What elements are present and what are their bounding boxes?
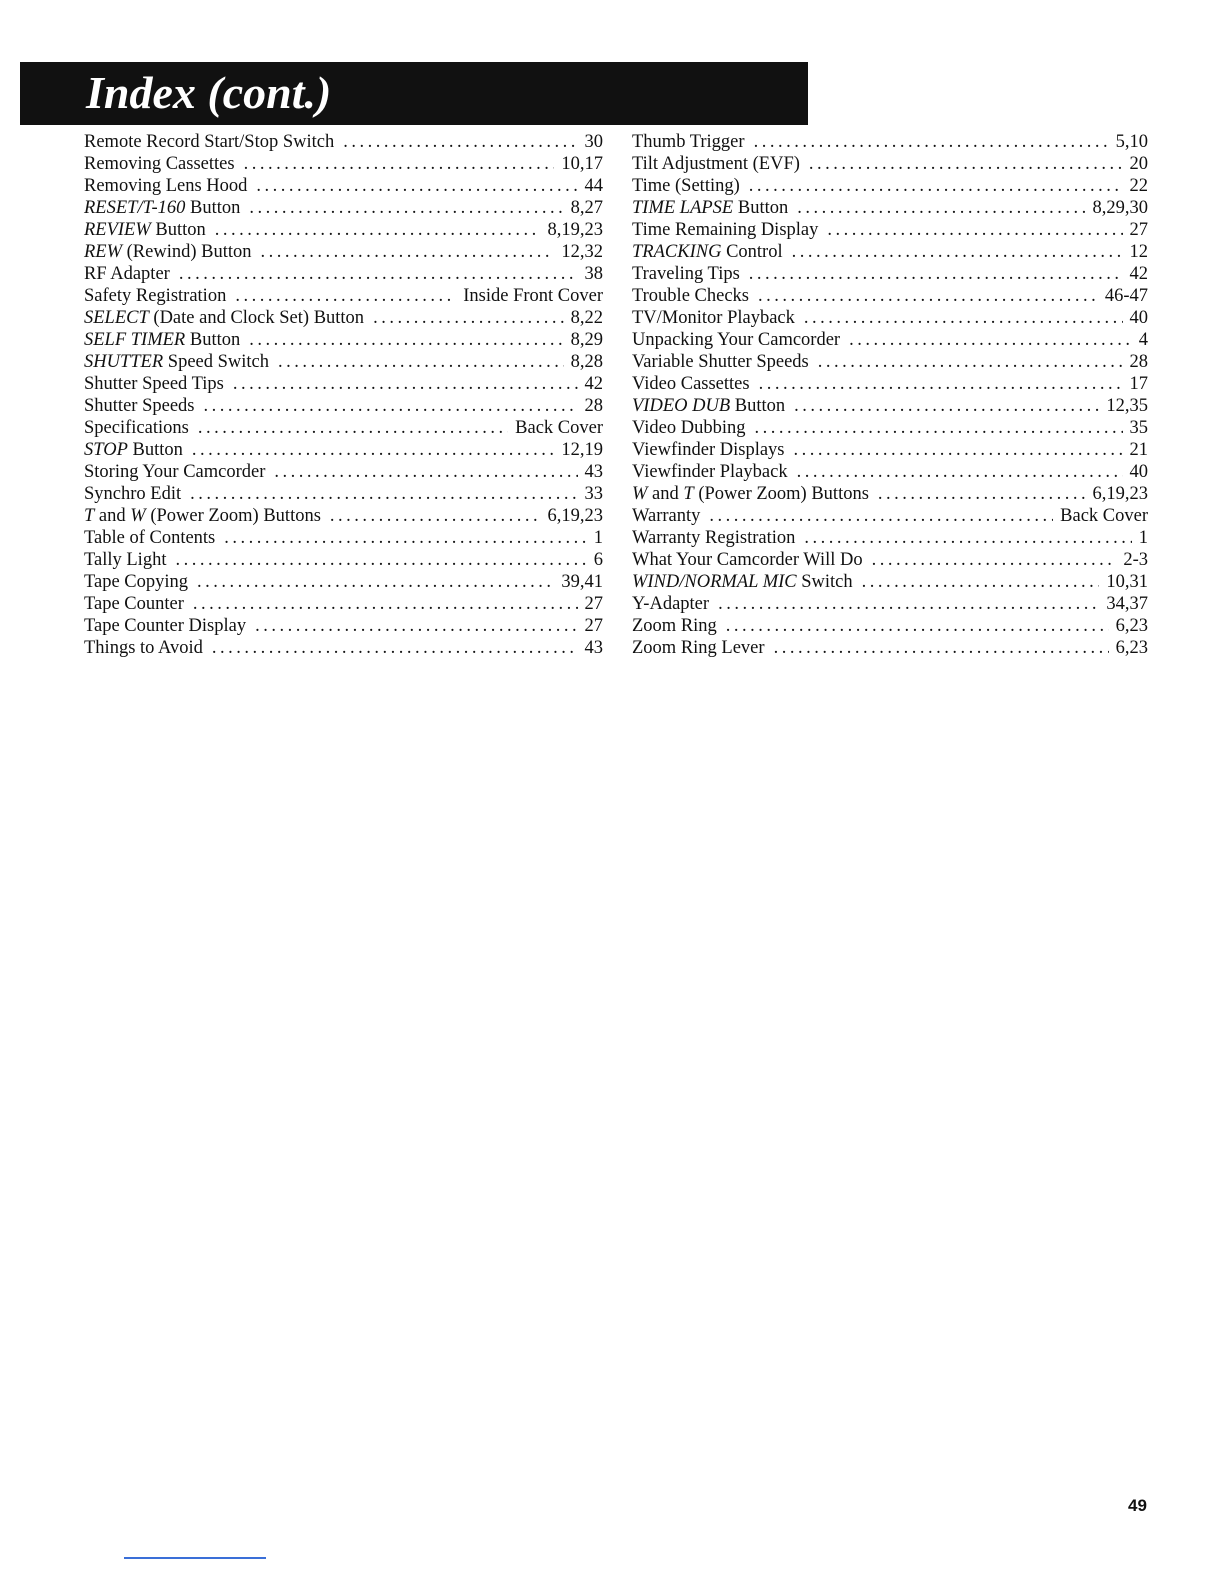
index-entry-page: 8,19,23 (547, 220, 603, 240)
index-entry-page: 6,23 (1115, 638, 1148, 658)
index-entry-term (632, 307, 795, 329)
index-entry (84, 373, 603, 395)
index-entry-term-italic: TRACKING (632, 242, 722, 262)
index-entry-page: 6,19,23 (1092, 484, 1148, 504)
index-entry (84, 549, 603, 571)
index-entry-page: 10,17 (561, 154, 603, 174)
index-entry-page: 12,32 (561, 242, 603, 262)
dot-leader (179, 263, 578, 285)
index-entry-page: 42 (1129, 264, 1148, 284)
index-entry (84, 461, 603, 483)
index-entry-term-text: Button (730, 396, 786, 416)
index-entry-term-text: Time Remaining Display (632, 220, 819, 240)
dot-leader (754, 131, 1109, 153)
index-entry-term (84, 175, 247, 197)
index-entry (632, 351, 1148, 373)
index-entry-page: 6,19,23 (547, 506, 603, 526)
index-entry-term-text: Tape Counter (84, 594, 184, 614)
index-entry-page: 43 (584, 462, 603, 482)
index-entry-page: 40 (1129, 462, 1148, 482)
index-entry-term (84, 329, 240, 351)
index-entry-term-text: Time (Setting) (632, 176, 740, 196)
index-entry-term-text: Traveling Tips (632, 264, 740, 284)
index-entry-term-text: Tape Copying (84, 572, 189, 592)
index-entry-term-text: Y-Adapter (632, 594, 710, 614)
index-entry-term-italic: VIDEO DUB (632, 396, 731, 416)
dot-leader (804, 307, 1123, 329)
index-entry (632, 131, 1148, 153)
index-entry (84, 637, 603, 659)
index-entry-term (632, 527, 795, 549)
index-entry-term-italic: T (84, 506, 95, 526)
index-entry-term (632, 593, 709, 615)
index-entry-page: 38 (584, 264, 603, 284)
index-entry-term (84, 285, 226, 307)
index-entry-term-text: Specifications (84, 418, 189, 438)
dot-leader (749, 175, 1123, 197)
index-entry-term (84, 461, 265, 483)
index-header-bar (20, 62, 808, 125)
index-entry (84, 351, 603, 373)
index-entry-term (84, 615, 246, 637)
index-entry-term (84, 351, 269, 373)
index-entry (632, 307, 1148, 329)
index-entry-page: 12,19 (561, 440, 603, 460)
dot-leader (233, 373, 578, 395)
index-entry-term-text: Shutter Speed Tips (84, 374, 224, 394)
index-entry-page: 27 (584, 594, 603, 614)
dot-leader (849, 329, 1132, 351)
dot-leader (872, 549, 1117, 571)
index-entry-term-text: Warranty (632, 506, 701, 526)
index-entry-term-italic: T (683, 484, 694, 504)
dot-leader (718, 593, 1099, 615)
index-entry-term (632, 285, 749, 307)
dot-leader (278, 351, 564, 373)
index-entry-term-text: Button (150, 220, 206, 240)
index-entry (632, 285, 1148, 307)
index-entry (632, 373, 1148, 395)
index-entry-term (632, 637, 765, 659)
index-entry-term (84, 505, 321, 527)
index-entry (84, 483, 603, 505)
index-entry-page: 5,10 (1115, 132, 1148, 152)
index-entry-term (632, 153, 800, 175)
index-column-right (632, 131, 1148, 659)
index-entry-term (84, 395, 194, 417)
index-entry-term-text: Table of Contents (84, 528, 216, 548)
dot-leader (749, 263, 1123, 285)
index-entry-term (84, 571, 188, 593)
index-entry (632, 461, 1148, 483)
index-entry-term (84, 241, 252, 263)
dot-leader (726, 615, 1109, 637)
index-entry-term (84, 483, 181, 505)
index-entry (632, 395, 1148, 417)
dot-leader (792, 241, 1123, 263)
index-entry-term-italic: W (130, 506, 146, 526)
index-entry-term-text: Thumb Trigger (632, 132, 745, 152)
index-entry-page: 12 (1129, 242, 1148, 262)
index-entry-term-text: Removing Cassettes (84, 154, 235, 174)
index-entry-page: 35 (1129, 418, 1148, 438)
dot-leader (774, 637, 1109, 659)
index-entry-term-text: Video Dubbing (632, 418, 746, 438)
index-entry (84, 417, 603, 439)
index-entry-term-text: Viewfinder Playback (632, 462, 788, 482)
index-entry-term-text: Button (185, 198, 241, 218)
index-entry-term (84, 637, 203, 659)
index-entry-page: 8,27 (570, 198, 603, 218)
index-entry-term (84, 307, 364, 329)
index-entry-term (84, 219, 206, 241)
dot-leader (818, 351, 1123, 373)
index-entry-term-italic: REW (84, 242, 123, 262)
index-entry (84, 131, 603, 153)
index-entry (84, 329, 603, 351)
index-entry (84, 395, 603, 417)
index-entry-term-text: Zoom Ring (632, 616, 717, 636)
dot-leader (827, 219, 1122, 241)
index-entry-term-italic: TIME LAPSE (632, 198, 734, 218)
index-entry-term-text: Switch (796, 572, 853, 592)
index-entry (632, 483, 1148, 505)
index-entry-term-text: Synchro Edit (84, 484, 182, 504)
index-entry-term (84, 527, 215, 549)
dot-leader (794, 395, 1099, 417)
index-entry-term (632, 373, 750, 395)
index-entry-term-italic: SELECT (84, 308, 149, 328)
index-entry (632, 637, 1148, 659)
index-entry (632, 329, 1148, 351)
index-entry (632, 241, 1148, 263)
index-entry-page: 27 (584, 616, 603, 636)
page-title: Index (cont.) (86, 67, 332, 118)
index-entry-term (632, 395, 785, 417)
index-entry-page: 8,29,30 (1092, 198, 1148, 218)
index-entry-term-text: TV/Monitor Playback (632, 308, 795, 328)
index-entry-term-italic: SELF TIMER (84, 330, 186, 350)
dot-leader (212, 637, 578, 659)
index-entry (632, 153, 1148, 175)
index-entry-term-text: Removing Lens Hood (84, 176, 248, 196)
index-entry-page: 8,28 (570, 352, 603, 372)
index-entry-page: 20 (1129, 154, 1148, 174)
index-entry-page: 28 (584, 396, 603, 416)
index-entry (84, 285, 603, 307)
index-entry-term (632, 351, 809, 373)
index-entry (84, 153, 603, 175)
index-entry-term (84, 373, 224, 395)
index-entry-page: 34,37 (1106, 594, 1148, 614)
index-entry-page: 2-3 (1123, 550, 1148, 570)
index-entry-term-text: Things to Avoid (84, 638, 203, 658)
index-entry-term (632, 615, 717, 637)
index-entry (632, 219, 1148, 241)
index-entry-term-text: Zoom Ring Lever (632, 638, 765, 658)
dot-leader (804, 527, 1131, 549)
index-entry-term-text: Speed Switch (163, 352, 270, 372)
index-entry-page: 12,35 (1106, 396, 1148, 416)
dot-leader (215, 219, 541, 241)
index-entry-page: 1 (593, 528, 603, 548)
index-entry-term-text: Tape Counter Display (84, 616, 247, 636)
dot-leader (192, 439, 555, 461)
dot-leader (758, 285, 1098, 307)
index-entry-term (632, 505, 700, 527)
index-entry (632, 439, 1148, 461)
index-entry-page: 30 (584, 132, 603, 152)
dot-leader (709, 505, 1053, 527)
dot-leader (244, 153, 555, 175)
index-entry (632, 571, 1148, 593)
index-entry-term (84, 197, 240, 219)
index-entry (632, 263, 1148, 285)
index-entry-term (632, 241, 783, 263)
index-entry-term (632, 197, 788, 219)
index-column-left (84, 131, 603, 659)
index-entry-term (84, 131, 334, 153)
index-entry-term-text: Safety Registration (84, 286, 227, 306)
dot-leader (797, 461, 1123, 483)
index-entry-term-text: (Power Zoom) Buttons (693, 484, 869, 504)
index-entry-term-text: Warranty Registration (632, 528, 796, 548)
index-entry-term (84, 263, 170, 285)
index-entry-term (84, 593, 184, 615)
dot-leader (343, 131, 577, 153)
index-entry (84, 505, 603, 527)
dot-leader (809, 153, 1123, 175)
index-entry (632, 175, 1148, 197)
footer-rule (124, 1557, 266, 1559)
index-entry-page: 22 (1129, 176, 1148, 196)
index-entry-term (632, 549, 863, 571)
dot-leader (878, 483, 1086, 505)
index-entry-term (632, 131, 745, 153)
index-entry-term (632, 329, 840, 351)
index-entry-page: 40 (1129, 308, 1148, 328)
index-entry (84, 197, 603, 219)
index-entry-term-text: Button (185, 330, 241, 350)
dot-leader (203, 395, 577, 417)
index-entry (632, 615, 1148, 637)
dot-leader (261, 241, 555, 263)
index-entry-term-text: Storing Your Camcorder (84, 462, 266, 482)
index-entry-term-text: RF Adapter (84, 264, 170, 284)
index-entry (84, 219, 603, 241)
index-entry-page: 27 (1129, 220, 1148, 240)
index-entry-page: Back Cover (1060, 506, 1148, 526)
index-entry (632, 505, 1148, 527)
index-entry-page: 17 (1129, 374, 1148, 394)
index-entry-term-text: Video Cassettes (632, 374, 750, 394)
dot-leader (797, 197, 1085, 219)
dot-leader (197, 571, 554, 593)
index-entry-term (632, 263, 740, 285)
index-entry-term-text: Remote Record Start/Stop Switch (84, 132, 335, 152)
index-entry-term (632, 219, 818, 241)
dot-leader (862, 571, 1100, 593)
index-entry (632, 593, 1148, 615)
index-entry-term-italic: REVIEW (84, 220, 151, 240)
index-entry-term (632, 417, 745, 439)
dot-leader (373, 307, 564, 329)
index-entry-page: 21 (1129, 440, 1148, 460)
index-entry-term (84, 439, 183, 461)
index-entry-page: 4 (1138, 330, 1148, 350)
index-entry-term-text: Shutter Speeds (84, 396, 195, 416)
index-entry-term (632, 175, 740, 197)
index-entry-page: 42 (584, 374, 603, 394)
dot-leader (274, 461, 577, 483)
index-entry-term-italic: W (632, 484, 648, 504)
index-entry-term (84, 153, 235, 175)
index-entry (84, 527, 603, 549)
index-entry-page: 8,29 (570, 330, 603, 350)
dot-leader (256, 175, 577, 197)
index-entry-term-text: Tilt Adjustment (EVF) (632, 154, 800, 174)
index-entry (84, 175, 603, 197)
index-entry-page: 8,22 (570, 308, 603, 328)
dot-leader (249, 329, 563, 351)
dot-leader (175, 549, 586, 571)
index-entry-term (632, 439, 785, 461)
dot-leader (198, 417, 508, 439)
index-entry-page: 46-47 (1104, 286, 1148, 306)
index-entry-term-text: Button (733, 198, 789, 218)
dot-leader (330, 505, 541, 527)
page-number: 49 (1128, 1496, 1147, 1515)
index-entry-term (84, 417, 189, 439)
index-entry (84, 439, 603, 461)
index-entry-term (84, 549, 166, 571)
index-entry-term-text: Trouble Checks (632, 286, 749, 306)
dot-leader (249, 197, 563, 219)
dot-leader (190, 483, 577, 505)
index-entry (632, 527, 1148, 549)
index-entry-term-italic: WIND/NORMAL MIC (632, 572, 797, 592)
index-entry-page: 33 (584, 484, 603, 504)
index-entry-term-text: Button (127, 440, 183, 460)
dot-leader (759, 373, 1123, 395)
index-entry-term-text: What Your Camcorder Will Do (632, 550, 863, 570)
dot-leader (754, 417, 1122, 439)
index-entry-term (632, 571, 853, 593)
dot-leader (794, 439, 1123, 461)
index-entry (84, 263, 603, 285)
index-entry (84, 241, 603, 263)
index-entry (84, 593, 603, 615)
index-entry-term-text: Unpacking Your Camcorder (632, 330, 841, 350)
index-entry-term-text: Viewfinder Displays (632, 440, 785, 460)
index-entry-page: 10,31 (1106, 572, 1148, 592)
index-entry-term (632, 483, 869, 505)
index-entry-term-text: and (94, 506, 131, 526)
dot-leader (255, 615, 577, 637)
index-entry-page: Back Cover (515, 418, 603, 438)
index-entry-page: 6,23 (1115, 616, 1148, 636)
index-entry (84, 571, 603, 593)
index-entry-term-text: Control (721, 242, 783, 262)
index-entry-page: 6 (593, 550, 603, 570)
index-entry-term-text: (Rewind) Button (122, 242, 252, 262)
index-entry (632, 549, 1148, 571)
index-entry-term-text: Variable Shutter Speeds (632, 352, 809, 372)
dot-leader (235, 285, 456, 307)
index-entry-term-text: (Date and Clock Set) Button (148, 308, 365, 328)
dot-leader (224, 527, 586, 549)
index-entry (84, 615, 603, 637)
index-entry-term-text: and (647, 484, 684, 504)
dot-leader (193, 593, 578, 615)
index-entry-page: 1 (1138, 528, 1148, 548)
index-entry-term-italic: SHUTTER (84, 352, 164, 372)
index-entry (632, 417, 1148, 439)
index-entry (84, 307, 603, 329)
index-entry (632, 197, 1148, 219)
index-entry-term-italic: STOP (84, 440, 128, 460)
index-entry-page: 39,41 (561, 572, 603, 592)
index-entry-term-text: Tally Light (84, 550, 167, 570)
index-entry-term-text: (Power Zoom) Buttons (145, 506, 321, 526)
index-entry-page: 28 (1129, 352, 1148, 372)
index-entry-term-italic: RESET/T-160 (84, 198, 186, 218)
index-entry-page: Inside Front Cover (463, 286, 603, 306)
index-entry-term (632, 461, 788, 483)
index-entry-page: 44 (584, 176, 603, 196)
index-entry-page: 43 (584, 638, 603, 658)
